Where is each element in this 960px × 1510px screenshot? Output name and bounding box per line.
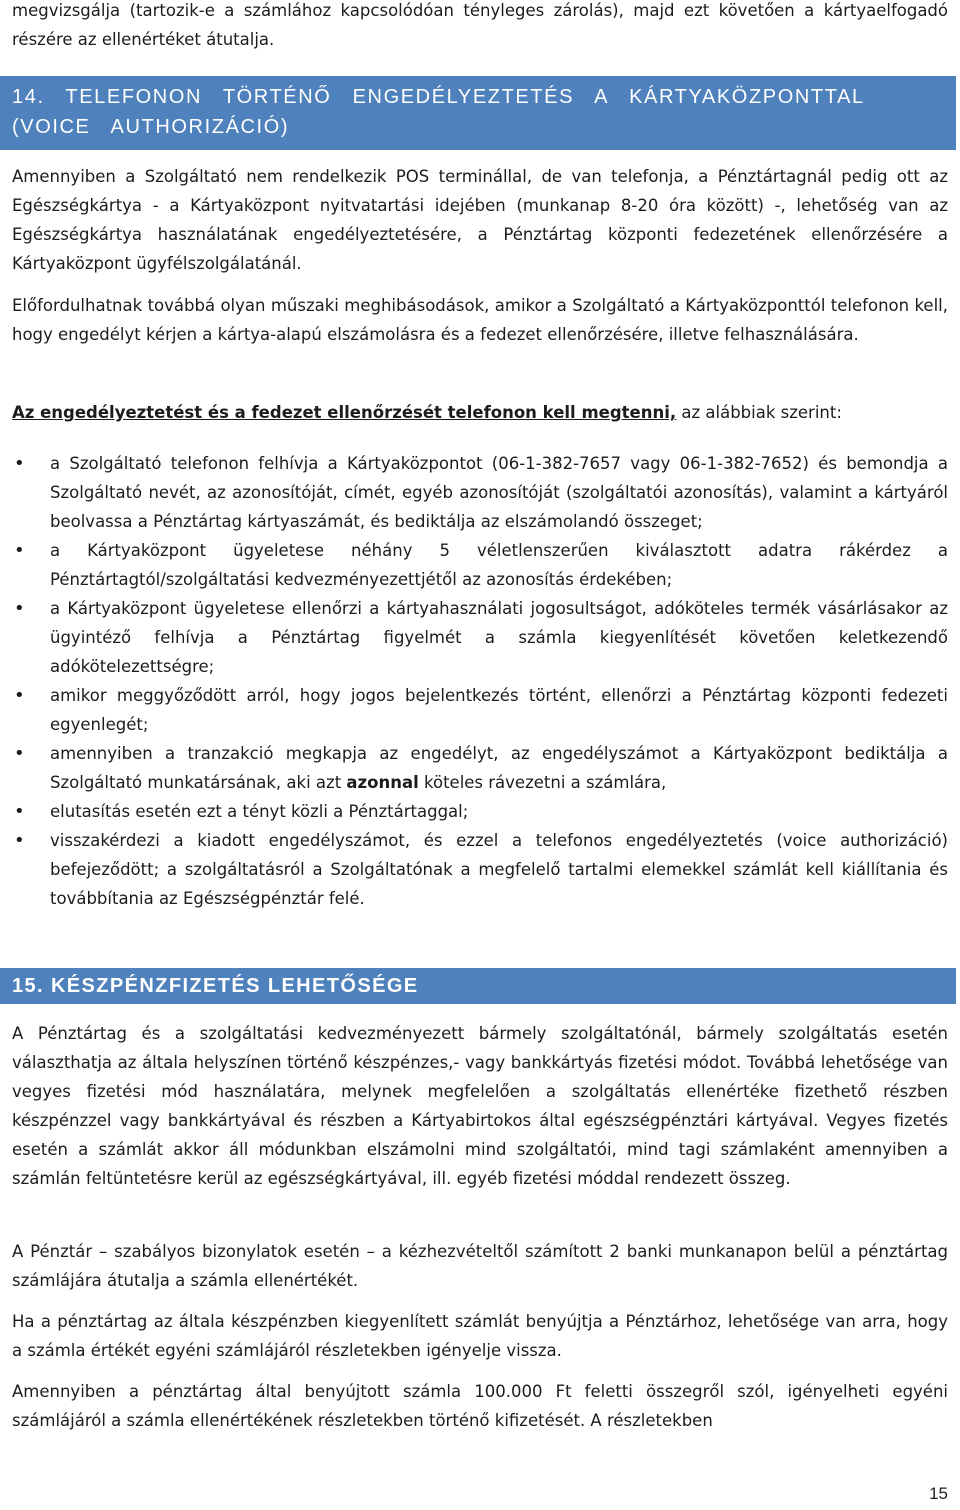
section-14-paragraph-1: Amennyiben a Szolgáltató nem rendelkezik POS terminállal, de van telefonja, a Pénztártagnál pedig ott az Egészségkártya - a Kártyaközpont nyitvatartási idejében (munkanap 8-20 óra között) -, lehetőség van az Egészségkártya használatának engedélyeztetésére, a Pénztártag központi fedezetének ellenőrzésére a Kártyaközpont ügyfélszolgálatánál.	[12, 167, 948, 273]
list-item-text: köteles rávezetni a számlára,	[418, 773, 667, 792]
list-item	[12, 449, 948, 536]
list-item-text: a Kártyaközpont ügyeletese néhány 5 véletlenszerűen kiválasztott adatra rákérdez a Pénztártagtól/szolgáltatási kedvezményezettjétől az azonosítás érdekében;	[50, 541, 948, 589]
bullet-icon: •	[14, 685, 25, 706]
bullet-icon: •	[14, 830, 25, 851]
list-item-text: a Szolgáltató telefonon felhívja a Kártyaközpontot (06-1-382-7657 vagy 06-1-382-7652) és bemondja a Szolgáltató nevét, az azonosítóját, címét, egyéb azonosítóját (szolgáltatói azonosítás), valamint a kártyáról beolvassa a Pénztártag kártyaszámát, és bediktálja az elszámolandó összeget;	[50, 454, 948, 531]
section-14-emphasis: Az engedélyeztetést és a fedezet ellenőrzését telefonon kell megtenni,	[12, 403, 677, 422]
bullet-icon: •	[14, 598, 25, 619]
section-15-paragraph-2: A Pénztár – szabályos bizonylatok esetén – a kézhezvételtől számított 2 banki munkanapon belül a pénztártag számlájára átutalja a számla ellenértékét.	[12, 1242, 948, 1290]
bullet-icon: •	[14, 801, 25, 822]
section-14-paragraph-2: Előfordulhatnak továbbá olyan műszaki meghibásodások, amikor a Szolgáltató a Kártyaközponttól telefonon kell, hogy engedélyt kérjen a kártya-alapú elszámolásra és a fedezet ellenőrzésére, illetve felhasználására.	[12, 296, 948, 344]
list-item-text: amikor meggyőződött arról, hogy jogos bejelentkezés történt, ellenőrzi a Pénztártag központi fedezeti egyenlegét;	[50, 686, 948, 734]
list-item-text: amennyiben a tranzakció megkapja az engedélyt, az engedélyszámot a Kártyaközpont bediktálja a Szolgáltató munkatársának, aki azt	[50, 744, 948, 792]
list-item-text: a Kártyaközpont ügyeletese ellenőrzi a kártyahasználati jogosultságot, adóköteles termék vásárlásakor az ügyintéző felhívja a Pénztártag figyelmét a számla kiegyenlítését követően keletkezendő adókötelezettségre;	[50, 599, 948, 676]
section-14-heading: 14. TELEFONON TÖRTÉNŐ ENGEDÉLYEZTETÉS A KÁRTYAKÖZPONTTAL (VOICE AUTHORIZÁCIÓ)	[0, 76, 956, 150]
section-14-paragraph-3-rest: az alábbiak szerint:	[676, 403, 842, 422]
bullet-icon: •	[14, 453, 25, 474]
list-item-text: visszakérdezi a kiadott engedélyszámot, és ezzel a telefonos engedélyeztetés (voice authorizáció) befejeződött; a szolgáltatásról a Szolgáltatónak a megfelelő tartalmi elemekkel számlát kell kiállítania és továbbítania az Egészségpénztár felé.	[50, 831, 948, 908]
list-item	[12, 594, 948, 681]
section-15-paragraph-3: Ha a pénztártag az általa készpénzben kiegyenlített számlát benyújtja a Pénztárhoz, lehetősége van arra, hogy a számla értékét egyéni számlájáról részletekben igényelje vissza.	[12, 1312, 948, 1360]
list-item	[12, 797, 948, 826]
list-item-text: elutasítás esetén ezt a tényt közli a Pénztártaggal;	[50, 802, 469, 821]
bullet-icon: •	[14, 743, 25, 764]
section-14-paragraph-3	[12, 398, 948, 427]
section-15-heading: 15. KÉSZPÉNZFIZETÉS LEHETŐSÉGE	[0, 968, 956, 1004]
list-item-bold-text: azonnal	[346, 773, 419, 792]
list-item	[12, 826, 948, 913]
section-14-bullet-list	[12, 449, 948, 913]
list-item	[12, 536, 948, 594]
intro-paragraph: megvizsgálja (tartozik-e a számlához kapcsolódóan tényleges zárolás), majd ezt követően a kártyaelfogadó részére az ellenértéket átutalja.	[12, 1, 948, 49]
list-item	[12, 739, 948, 797]
section-15-paragraph-4: Amennyiben a pénztártag által benyújtott számla 100.000 Ft feletti összegről szól, igényelheti egyéni számlájáról a számla ellenértékének részletekben történő kifizetését. A részletekben	[12, 1382, 948, 1430]
page-number: 15	[929, 1484, 948, 1503]
section-15-paragraph-1: A Pénztártag és a szolgáltatási kedvezményezett bármely szolgáltatónál, bármely szolgáltatás esetén választhatja az általa helyszínen történő készpénzes,- vagy bankkártyás fizetési módot. Továbbá lehetősége van vegyes fizetési mód használatára, melynek megfelelően a szolgáltatás ellenértéke fizethető részben készpénzzel vagy bankkártyával és részben a Kártyabirtokos által egészségpénztári kártyával. Vegyes fizetés esetén a számlát akkor áll módunkban elszámolni mind szolgáltatói, mind tagi számlaként amennyiben a számlán feltüntetésre kerül az egészségkártyával, ill. egyéb fizetési móddal rendezett összeg.	[12, 1024, 948, 1188]
bullet-icon: •	[14, 540, 25, 561]
list-item	[12, 681, 948, 739]
